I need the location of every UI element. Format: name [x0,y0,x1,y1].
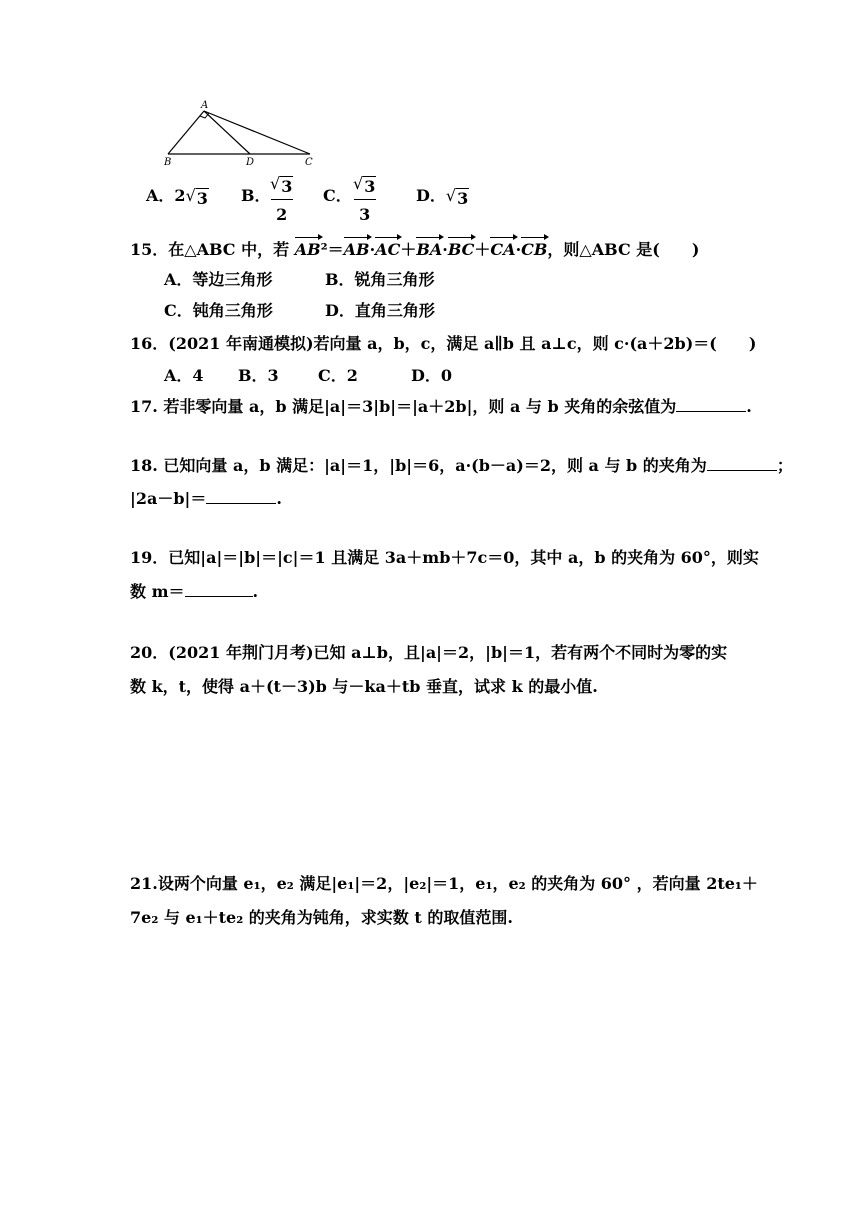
vertex-label-c: C [305,157,313,168]
triangle-figure [160,98,320,168]
q15-option-a: A．等边三角形 [164,270,273,289]
vertex-label-d: D [246,157,255,168]
q14-option-b-fraction: √ 3 2 [270,174,293,224]
q20-stem-line1: 20．(2021 年荆门月考)已知 a⊥b，且|a|＝2，|b|＝1，若有两个不同时为零的实 [130,643,728,662]
q16-option-b: B．3 [238,366,279,385]
vertex-label-a: A [201,100,209,111]
vertex-label-b: B [164,157,172,168]
q14-option-d: D． √ 3 [416,186,469,208]
q20-stem-line2: 数 k，t，使得 a＋(t－3)b 与－ka＋tb 垂直，试求 k 的最小值. [130,677,598,696]
q17-stem: 17. 若非零向量 a，b 满足|a|＝3|b|＝|a＋2b|，则 a 与 b 夹角的余弦值为 . [130,397,752,416]
q14-option-c-label: C． [323,186,352,205]
q15-option-b: B．锐角三角形 [325,270,435,289]
q21-stem-line2: 7e₂ 与 e₁＋te₂ 的夹角为钝角，求实数 t 的取值范围. [130,908,513,927]
q15-stem: 15．在△ABC 中，若 AB²＝AB·AC＋BA·BC＋CA·CB，则△ABC 是( ) [130,240,700,259]
q15-option-d: D．直角三角形 [325,301,435,320]
q16-option-d: D．0 [411,366,453,385]
q16-option-a: A．4 [164,366,204,385]
q18-stem-line1: 18. 已知向量 a，b 满足：|a|＝1，|b|＝6，a·(b－a)＝2，则 a 与 b 的夹角为 ； [130,456,793,475]
q17-answer-blank [676,397,746,412]
q15-option-c: C．钝角三角形 [164,301,273,320]
q18-answer-blank-1 [707,456,777,471]
q19-stem-line1: 19．已知|a|＝|b|＝|c|＝1 且满足 3a＋mb＋7c＝0，其中 a，b 的夹角为 60°，则实 [130,548,759,567]
q14-option-c-fraction: √ 3 3 [353,174,376,224]
q14-option-a: A．2 √ 3 [146,186,208,208]
q21-stem-line1: 21.设两个向量 e₁，e₂ 满足|e₁|＝2，|e₂|＝1，e₁，e₂ 的夹角为 60° ，若向量 2te₁＋ [130,874,758,893]
q16-option-c: C．2 [318,366,358,385]
q16-stem: 16．(2021 年南通模拟)若向量 a，b，c，满足 a∥b 且 a⊥c，则 c·(a＋2b)＝( ) [130,334,757,353]
q18-answer-blank-2 [206,489,276,504]
q19-answer-blank [185,582,253,597]
q14-option-b-label: B． [241,186,271,205]
q18-stem-line2: |2a－b|＝ . [130,489,282,508]
q19-stem-line2: 数 m＝ . [130,582,259,601]
